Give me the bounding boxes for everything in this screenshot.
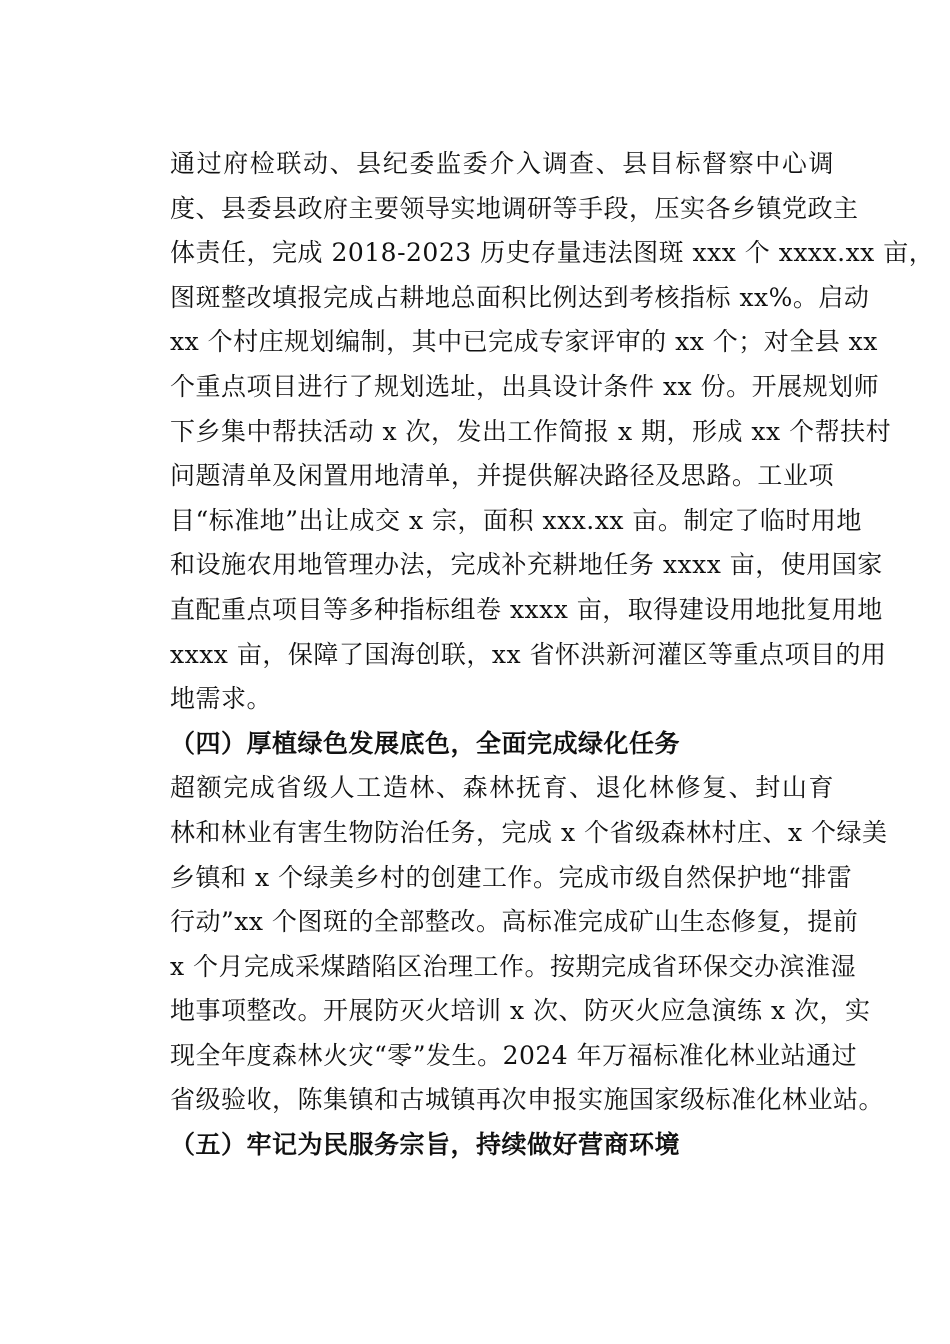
text-line: 度、县委县政府主要领导实地调研等手段，压实各乡镇党政主: [170, 193, 859, 223]
text-line: 乡镇和 x 个绿美乡村的创建工作。完成市级自然保护地“排雷: [170, 862, 853, 892]
text-line: 问题清单及闲置用地清单，并提供解决路径及思路。工业项: [170, 461, 834, 491]
section-heading-4: （四）厚植绿色发展底色，全面完成绿化任务: [170, 728, 681, 758]
text-line: 林和林业有害生物防治任务，完成 x 个省级森林村庄、x 个绿美: [170, 817, 888, 847]
text-line: 地需求。: [170, 684, 273, 714]
text-line: 地事项整改。开展防灭火培训 x 次、防灭火应急演练 x 次，实: [170, 996, 871, 1026]
section-heading-5: （五）牢记为民服务宗旨，持续做好营商环境: [170, 1130, 681, 1160]
text-line: 目“标准地”出让成交 x 宗，面积 xxx.xx 亩。制定了临时用地: [170, 505, 862, 535]
text-line: 行动”xx 个图斑的全部整改。高标准完成矿山生态修复，提前: [170, 907, 859, 937]
text-line: 直配重点项目等多种指标组卷 xxxx 亩，取得建设用地批复用地: [170, 594, 883, 624]
text-line: 和设施农用地管理办法，完成补充耕地任务 xxxx 亩，使用国家: [170, 550, 883, 580]
text-line: 体责任，完成 2018-2023 历史存量违法图斑 xxx 个 xxxx.xx 亩，: [170, 238, 935, 268]
text-line: 省级验收，陈集镇和古城镇再次申报实施国家级标准化林业站。: [170, 1085, 885, 1115]
text-line: 通过府检联动、县纪委监委介入调查、县目标督察中心调: [170, 149, 834, 178]
text-line: 下乡集中帮扶活动 x 次，发出工作简报 x 期，形成 xx 个帮扶村: [170, 416, 892, 446]
text-line: 超额完成省级人工造林、森林抚育、退化林修复、封山育: [170, 773, 834, 803]
text-line: x 个月完成采煤踏陷区治理工作。按期完成省环保交办滨淮湿: [170, 951, 857, 981]
text-line: 现全年度森林火灾“零”发生。2024 年万福标准化林业站通过: [170, 1040, 858, 1070]
text-line: 图斑整改填报完成占耕地总面积比例达到考核指标 xx%。启动: [170, 282, 870, 312]
paragraph-greening: [118, 766, 888, 1123]
text-line: 个重点项目进行了规划选址，出具设计条件 xx 份。开展规划师: [170, 371, 880, 401]
document-body: [118, 142, 935, 1168]
text-line: xxxx 亩，保障了国海创联，xx 省怀洪新河灌区等重点项目的用: [170, 639, 887, 669]
paragraph-land-management: [118, 142, 935, 722]
text-line: xx 个村庄规划编制，其中已完成专家评审的 xx 个；对全县 xx: [170, 327, 878, 357]
